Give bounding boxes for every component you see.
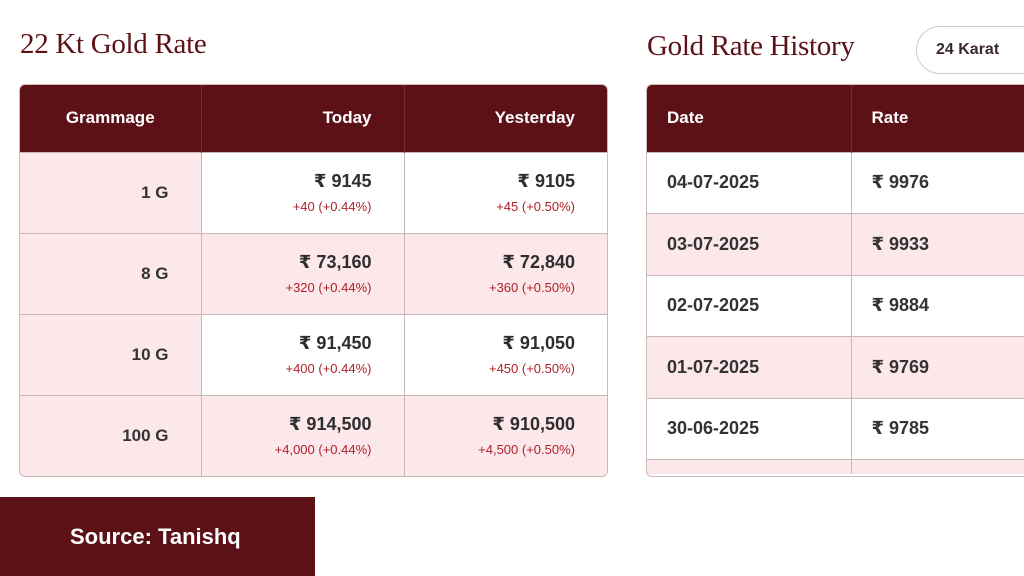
gold-rate-table <box>20 85 607 476</box>
history-rate: ₹ 9769 <box>851 337 1024 399</box>
today-price: ₹ 9145 <box>313 170 372 191</box>
gold-history-title: Gold Rate History <box>647 30 855 62</box>
table-row <box>20 314 607 395</box>
grammage-cell: 8 G <box>20 233 201 314</box>
history-rate: ₹ 9933 <box>851 214 1024 276</box>
history-row <box>647 398 1024 460</box>
history-date: 02-07-2025 <box>647 275 851 337</box>
today-cell <box>201 314 404 395</box>
yesterday-price: ₹ 72,840 <box>502 251 575 272</box>
yesterday-price: ₹ 91,050 <box>502 332 575 353</box>
gold-rate-title: 22 Kt Gold Rate <box>20 28 207 60</box>
today-change: +4,000 (+0.44%) <box>274 441 372 457</box>
header-rate: Rate <box>851 85 1024 152</box>
history-date-partial <box>647 460 851 474</box>
history-row-partial <box>647 460 1024 474</box>
history-rate: ₹ 9976 <box>851 152 1024 214</box>
history-header-row <box>647 85 1024 152</box>
today-change: +400 (+0.44%) <box>285 360 372 376</box>
gold-rate-table-card <box>19 84 608 477</box>
grammage-cell: 10 G <box>20 314 201 395</box>
grammage-cell: 1 G <box>20 152 201 233</box>
header-grammage: Grammage <box>20 85 201 152</box>
history-rate-partial <box>851 460 1024 474</box>
history-date: 03-07-2025 <box>647 214 851 276</box>
grammage-cell: 100 G <box>20 395 201 476</box>
today-price: ₹ 91,450 <box>298 332 372 353</box>
header-yesterday: Yesterday <box>404 85 607 152</box>
history-date: 01-07-2025 <box>647 337 851 399</box>
today-price: ₹ 73,160 <box>298 251 372 272</box>
table-row <box>20 395 607 476</box>
history-row <box>647 214 1024 276</box>
yesterday-cell <box>404 233 607 314</box>
yesterday-cell <box>404 314 607 395</box>
yesterday-change: +45 (+0.50%) <box>496 198 575 214</box>
history-date: 04-07-2025 <box>647 152 851 214</box>
yesterday-price: ₹ 9105 <box>517 170 575 191</box>
yesterday-change: +4,500 (+0.50%) <box>478 441 575 457</box>
history-date: 30-06-2025 <box>647 398 851 460</box>
header-date: Date <box>647 85 851 152</box>
history-rate: ₹ 9785 <box>851 398 1024 460</box>
table-header-row <box>20 85 607 152</box>
yesterday-cell <box>404 152 607 233</box>
today-cell <box>201 152 404 233</box>
yesterday-change: +360 (+0.50%) <box>488 279 575 295</box>
history-row <box>647 152 1024 214</box>
gold-history-table-card <box>646 84 1024 477</box>
table-row <box>20 233 607 314</box>
history-row <box>647 275 1024 337</box>
yesterday-cell <box>404 395 607 476</box>
karat-selector-button[interactable]: 24 Karat <box>916 26 1024 74</box>
today-change: +40 (+0.44%) <box>292 198 372 214</box>
source-banner: Source: Tanishq <box>0 497 315 576</box>
history-rate: ₹ 9884 <box>851 275 1024 337</box>
today-change: +320 (+0.44%) <box>285 279 372 295</box>
yesterday-change: +450 (+0.50%) <box>488 360 575 376</box>
header-today: Today <box>201 85 404 152</box>
history-row <box>647 337 1024 399</box>
yesterday-price: ₹ 910,500 <box>492 413 575 434</box>
table-row <box>20 152 607 233</box>
today-cell <box>201 233 404 314</box>
today-price: ₹ 914,500 <box>288 413 372 434</box>
today-cell <box>201 395 404 476</box>
gold-history-table <box>647 85 1024 474</box>
